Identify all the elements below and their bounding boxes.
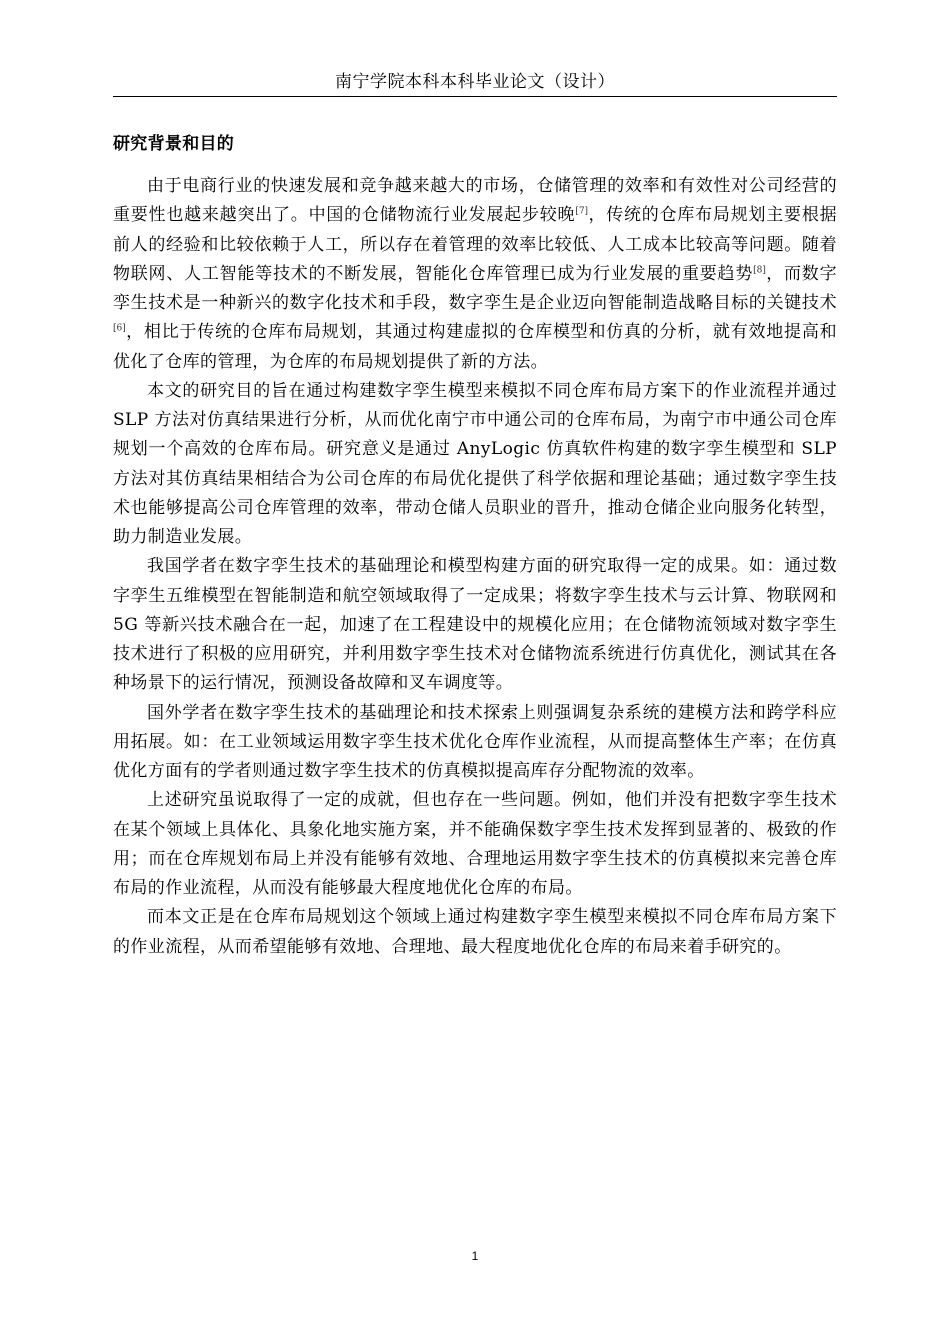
page-number: 1: [471, 1249, 479, 1263]
paragraph-5: 上述研究虽说取得了一定的成就，但也存在一些问题。例如，他们并没有把数字孪生技术在某个领域上具体化、具象化地实施方案，并不能确保数字孪生技术发挥到显著的、极致的作用；而在仓库规划布局上并没有能够有效地、合理地运用数字孪生技术的仿真模拟来完善仓库布局的作业流程，从而没有能够最大程度地优化仓库的布局。: [113, 790, 837, 898]
citation-6: [6]: [113, 323, 126, 334]
paragraph-4: 国外学者在数字孪生技术的基础理论和技术探索上则强调复杂系统的建模方法和跨学科应用拓展。如：在工业领域运用数字孪生技术优化仓库作业流程，从而提高整体生产率；在仿真优化方面有的学者则通过数字孪生技术的仿真模拟提高库存分配物流的效率。: [113, 702, 837, 781]
section-heading: 研究背景和目的: [113, 134, 235, 154]
header-divider: [113, 96, 837, 97]
running-header: 南宁学院本科本科毕业论文（设计）: [335, 72, 615, 92]
body-text: [113, 172, 837, 962]
paragraph-1-text-c: ，而数字孪生技术是一种新兴的数字化技术和手段，数字孪生是企业迈向智能制造战略目标的关键技术: [113, 263, 837, 313]
paragraph-1-text-a: 由于电商行业的快速发展和竞争越来越大的市场，仓储管理的效率和有效性对公司经营的重要性也越来越突出了。中国的仓储物流行业发展起步较晚: [113, 176, 837, 226]
paragraph-1-text-d: ，相比于传统的仓库布局规划，其通过构建虚拟的仓库模型和仿真的分析，就有效地提高和优化了仓库的管理，为仓库的布局规划提供了新的方法。: [113, 322, 837, 372]
paragraph-6: 而本文正是在仓库布局规划这个领域上通过构建数字孪生模型来模拟不同仓库布局方案下的作业流程，从而希望能够有效地、合理地、最大程度地优化仓库的布局来着手研究的。: [113, 907, 837, 957]
paragraph-3: 我国学者在数字孪生技术的基础理论和模型构建方面的研究取得一定的成果。如：通过数字孪生五维模型在智能制造和航空领域取得了一定成果；将数字孪生技术与云计算、物联网和 5G 等新兴技术融合在一起，加速了在工程建设中的规模化应用；在仓储物流领域对数字孪生技术进行了积极的应用研究，并利用数字孪生技术对仓储物流系统进行仿真优化，测试其在各种场景下的运行情况，预测设备故障和叉车调度等。: [113, 556, 837, 694]
paragraph-1: [113, 172, 837, 377]
paragraph-1-text-b: ，传统的仓库布局规划主要根据前人的经验和比较依赖于人工，所以存在着管理的效率比较低、人工成本比较高等问题。随着物联网、人工智能等技术的不断发展，智能化仓库管理已成为行业发展的重要趋势: [113, 205, 837, 284]
paragraph-2: 本文的研究目的旨在通过构建数字孪生模型来模拟不同仓库布局方案下的作业流程并通过 SLP 方法对仿真结果进行分析，从而优化南宁市中通公司的仓库布局，为南宁市中通公司仓库规划一个高效的仓库布局。研究意义是通过 AnyLogic 仿真软件构建的数字孪生模型和 SLP 方法对其仿真结果相结合为公司仓库的布局优化提供了科学依据和理论基础；通过数字孪生技术也能够提高公司仓库管理的效率，带动仓储人员职业的晋升，推动仓储企业向服务化转型，助力制造业发展。: [113, 380, 837, 547]
citation-8: [8]: [753, 265, 766, 276]
citation-7: [7]: [575, 206, 589, 217]
